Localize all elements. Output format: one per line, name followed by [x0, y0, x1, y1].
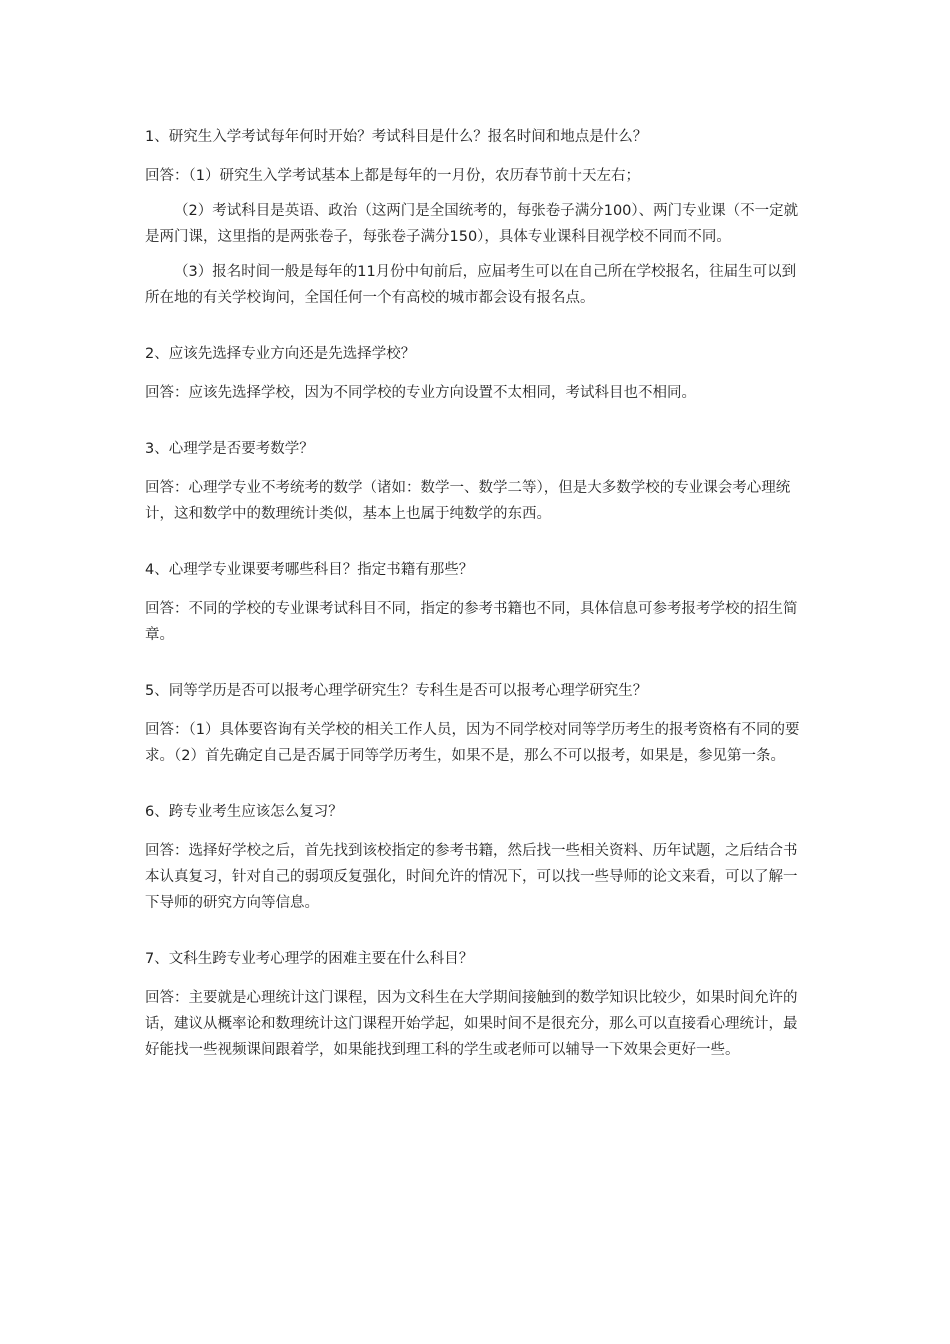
faq-question-7: 7、文科生跨专业考心理学的困难主要在什么科目？: [145, 951, 474, 967]
faq-answer-3: 回答：心理学专业不考统考的数学（诸如：数学一、数学二等），但是大多数学校的专业课会考心理统计，这和数学中的数理统计类似，基本上也属于纯数学的东西。: [145, 480, 791, 522]
faq-content: [145, 124, 810, 1063]
faq-question-1: 1、研究生入学考试每年何时开始？考试科目是什么？报名时间和地点是什么？: [145, 129, 648, 145]
faq-answer-4: 回答：不同的学校的专业课考试科目不同，指定的参考书籍也不同，具体信息可参考报考学校的招生简章。: [145, 601, 798, 643]
faq-answer-5: 回答：（1）具体要咨询有关学校的相关工作人员，因为不同学校对同等学历考生的报考资格有不同的要求。（2）首先确定自己是否属于同等学历考生，如果不是，那么不可以报考，如果是，参见第一条。: [145, 722, 800, 764]
faq-question-2: 2、应该先选择专业方向还是先选择学校？: [145, 346, 416, 362]
faq-question-3: 3、心理学是否要考数学？: [145, 441, 314, 457]
faq-answer-6: 回答：选择好学校之后，首先找到该校指定的参考书籍，然后找一些相关资料、历年试题，之后结合书本认真复习，针对自己的弱项反复强化，时间允许的情况下，可以找一些导师的论文来看，可以了解一下导师的研究方向等信息。: [145, 843, 798, 911]
faq-question-6: 6、跨专业考生应该怎么复习？: [145, 804, 343, 820]
faq-answer-2: 回答：应该先选择学校，因为不同学校的专业方向设置不太相同，考试科目也不相同。: [145, 385, 696, 401]
faq-answer-7: 回答：主要就是心理统计这门课程，因为文科生在大学期间接触到的数学知识比较少，如果时间允许的话，建议从概率论和数理统计这门课程开始学起，如果时间不是很充分，那么可以直接看心理统计，最好能找一些视频课间跟着学，如果能找到理工科的学生或老师可以辅导一下效果会更好一些。: [145, 990, 798, 1058]
faq-answer-1-part-3: （3）报名时间一般是每年的11月份中旬前后，应届考生可以在自己所在学校报名，往届生可以到所在地的有关学校询问，全国任何一个有高校的城市都会设有报名点。: [145, 264, 797, 306]
faq-question-5: 5、同等学历是否可以报考心理学研究生？专科生是否可以报考心理学研究生？: [145, 683, 648, 699]
faq-question-4: 4、心理学专业课要考哪些科目？指定书籍有那些？: [145, 562, 474, 578]
faq-answer-1-part-2: （2）考试科目是英语、政治（这两门是全国统考的，每张卷子满分100）、两门专业课（不一定就是两门课，这里指的是两张卷子，每张卷子满分150），具体专业课科目视学校不同而不同。: [145, 203, 799, 245]
faq-answer-1-part-1: 回答：（1）研究生入学考试基本上都是每年的一月份，农历春节前十天左右；: [145, 168, 640, 184]
